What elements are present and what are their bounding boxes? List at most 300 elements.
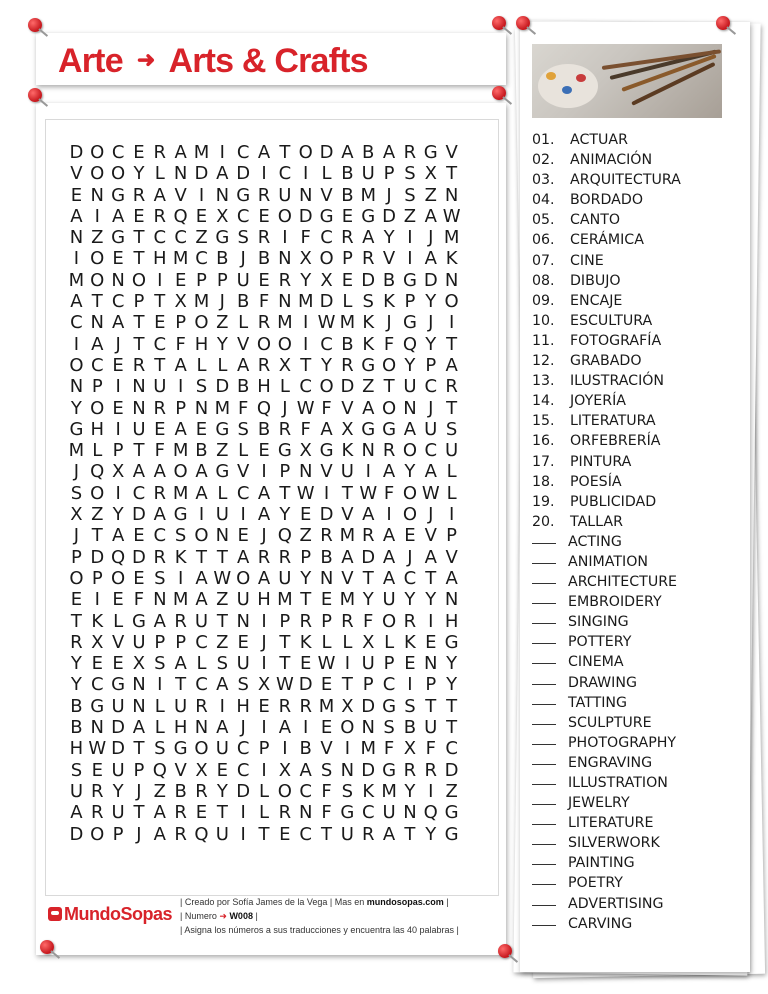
grid-letter[interactable]: A (362, 504, 375, 526)
grid-letter[interactable]: K (341, 440, 354, 462)
grid-letter[interactable]: A (153, 823, 166, 845)
grid-letter[interactable]: J (136, 823, 142, 845)
grid-letter[interactable]: N (298, 802, 313, 824)
answer-blank[interactable] (532, 874, 556, 885)
grid-letter[interactable]: R (153, 482, 167, 504)
grid-letter[interactable]: V (382, 248, 396, 270)
grid-letter[interactable]: E (112, 589, 124, 611)
grid-letter[interactable]: M (339, 589, 356, 611)
grid-letter[interactable]: R (153, 546, 167, 568)
grid-letter[interactable]: E (258, 205, 270, 227)
grid-letter[interactable]: Y (383, 227, 395, 249)
grid-letter[interactable]: H (236, 695, 250, 717)
grid-letter[interactable]: J (428, 397, 434, 419)
grid-letter[interactable]: L (342, 631, 353, 653)
grid-letter[interactable]: O (236, 567, 251, 589)
grid-letter[interactable]: N (111, 269, 125, 291)
grid-letter[interactable]: J (386, 184, 392, 206)
grid-letter[interactable]: K (362, 312, 375, 334)
grid-letter[interactable]: T (383, 376, 395, 398)
grid-letter[interactable]: X (320, 269, 333, 291)
grid-letter[interactable]: U (194, 610, 209, 632)
grid-letter[interactable]: G (215, 227, 230, 249)
grid-letter[interactable]: A (153, 184, 166, 206)
grid-letter[interactable]: H (153, 248, 167, 270)
grid-letter[interactable]: A (174, 354, 187, 376)
grid-letter[interactable]: E (154, 418, 166, 440)
grid-letter[interactable]: R (91, 802, 104, 824)
grid-letter[interactable]: E (91, 759, 103, 781)
grid-letter[interactable]: P (404, 291, 416, 313)
grid-letter[interactable]: O (69, 354, 84, 376)
answer-blank[interactable] (532, 734, 556, 745)
grid-letter[interactable]: O (319, 376, 334, 398)
grid-letter[interactable]: R (278, 695, 292, 717)
grid-letter[interactable]: J (73, 525, 80, 547)
grid-letter[interactable]: I (261, 717, 267, 739)
grid-letter[interactable]: A (362, 227, 375, 249)
grid-letter[interactable]: T (91, 525, 103, 547)
grid-letter[interactable]: R (341, 227, 354, 249)
grid-letter[interactable]: A (70, 802, 83, 824)
grid-letter[interactable]: K (404, 631, 416, 653)
grid-letter[interactable]: N (236, 610, 250, 632)
grid-letter[interactable]: E (91, 653, 103, 675)
grid-letter[interactable]: H (69, 738, 84, 760)
grid-letter[interactable]: C (424, 440, 438, 462)
answer-blank[interactable] (532, 834, 556, 845)
grid-letter[interactable]: E (133, 567, 145, 589)
grid-letter[interactable]: P (112, 440, 124, 462)
grid-letter[interactable]: L (384, 631, 395, 653)
grid-letter[interactable]: L (196, 653, 207, 675)
grid-letter[interactable]: R (257, 354, 271, 376)
letter-grid[interactable] (66, 142, 462, 845)
grid-letter[interactable]: O (111, 163, 126, 185)
grid-letter[interactable]: G (111, 227, 126, 249)
grid-letter[interactable]: P (258, 738, 270, 760)
grid-letter[interactable]: E (404, 525, 416, 547)
grid-letter[interactable]: U (382, 802, 396, 824)
grid-letter[interactable]: L (321, 163, 332, 185)
grid-letter[interactable]: T (362, 567, 374, 589)
grid-letter[interactable]: T (446, 163, 458, 185)
grid-letter[interactable]: R (153, 142, 167, 163)
grid-letter[interactable]: Y (404, 589, 416, 611)
grid-letter[interactable]: N (298, 184, 313, 206)
grid-letter[interactable]: S (237, 674, 249, 696)
grid-letter[interactable]: K (445, 248, 458, 270)
grid-letter[interactable]: W (317, 312, 336, 334)
grid-letter[interactable]: T (133, 227, 145, 249)
grid-letter[interactable]: G (382, 759, 397, 781)
grid-letter[interactable]: Q (423, 802, 438, 824)
grid-letter[interactable]: Y (300, 567, 312, 589)
grid-letter[interactable]: W (88, 738, 107, 760)
grid-letter[interactable]: U (215, 823, 229, 845)
grid-letter[interactable]: S (445, 418, 458, 440)
grid-letter[interactable]: Y (321, 354, 333, 376)
grid-letter[interactable]: P (133, 759, 145, 781)
grid-letter[interactable]: E (133, 525, 145, 547)
grid-letter[interactable]: B (257, 248, 271, 270)
grid-letter[interactable]: I (282, 738, 288, 760)
grid-letter[interactable]: Y (70, 653, 82, 675)
grid-letter[interactable]: G (173, 504, 188, 526)
grid-letter[interactable]: V (320, 184, 333, 206)
grid-letter[interactable]: D (111, 717, 126, 739)
grid-letter[interactable]: B (236, 376, 250, 398)
grid-letter[interactable]: T (446, 695, 458, 717)
grid-letter[interactable]: F (383, 482, 395, 504)
grid-letter[interactable]: R (361, 823, 375, 845)
grid-letter[interactable]: B (382, 269, 396, 291)
grid-letter[interactable]: R (257, 227, 271, 249)
grid-letter[interactable]: E (237, 631, 249, 653)
grid-letter[interactable]: R (174, 610, 187, 632)
grid-letter[interactable]: M (68, 440, 85, 462)
grid-letter[interactable]: I (407, 674, 413, 696)
grid-letter[interactable]: V (70, 163, 83, 185)
grid-letter[interactable]: Y (404, 354, 416, 376)
grid-letter[interactable]: B (341, 184, 354, 206)
grid-letter[interactable]: U (111, 802, 125, 824)
grid-letter[interactable]: F (321, 780, 332, 802)
grid-letter[interactable]: I (303, 717, 309, 739)
grid-letter[interactable]: N (319, 567, 334, 589)
grid-letter[interactable]: A (445, 567, 458, 589)
grid-letter[interactable]: D (215, 376, 230, 398)
grid-letter[interactable]: J (115, 333, 121, 355)
grid-letter[interactable]: L (154, 163, 165, 185)
grid-letter[interactable]: L (259, 802, 270, 824)
grid-letter[interactable]: U (382, 589, 396, 611)
grid-letter[interactable]: F (300, 418, 311, 440)
grid-letter[interactable]: C (195, 631, 208, 653)
grid-letter[interactable]: I (219, 695, 225, 717)
grid-letter[interactable]: M (339, 312, 356, 334)
grid-letter[interactable]: S (404, 163, 416, 185)
grid-letter[interactable]: M (193, 142, 210, 163)
grid-letter[interactable]: Z (424, 184, 437, 206)
grid-letter[interactable]: D (236, 780, 251, 802)
grid-letter[interactable]: A (362, 397, 375, 419)
grid-letter[interactable]: X (195, 759, 208, 781)
grid-letter[interactable]: A (195, 482, 208, 504)
grid-letter[interactable]: B (195, 440, 208, 462)
grid-letter[interactable]: V (237, 461, 250, 483)
grid-letter[interactable]: N (132, 695, 146, 717)
grid-letter[interactable]: T (258, 823, 270, 845)
grid-letter[interactable]: O (131, 269, 147, 291)
grid-letter[interactable]: J (261, 631, 267, 653)
grid-letter[interactable]: Z (216, 312, 229, 334)
grid-letter[interactable]: S (237, 418, 249, 440)
grid-letter[interactable]: X (299, 248, 312, 270)
grid-letter[interactable]: S (362, 291, 374, 313)
grid-letter[interactable]: P (383, 653, 395, 675)
grid-letter[interactable]: B (341, 163, 354, 185)
grid-letter[interactable]: T (133, 802, 145, 824)
grid-letter[interactable]: R (278, 546, 292, 568)
grid-letter[interactable]: C (361, 802, 375, 824)
grid-letter[interactable]: A (341, 546, 354, 568)
grid-letter[interactable]: U (111, 695, 125, 717)
answer-blank[interactable] (532, 714, 556, 725)
grid-letter[interactable]: U (236, 653, 250, 675)
grid-letter[interactable]: O (298, 142, 313, 163)
grid-letter[interactable]: C (445, 738, 458, 760)
grid-letter[interactable]: D (319, 142, 334, 163)
grid-letter[interactable]: T (216, 546, 228, 568)
grid-letter[interactable]: U (69, 780, 84, 802)
grid-letter[interactable]: T (446, 333, 458, 355)
grid-letter[interactable]: R (278, 269, 292, 291)
grid-letter[interactable]: R (341, 610, 354, 632)
grid-letter[interactable]: J (428, 504, 434, 526)
grid-letter[interactable]: W (359, 482, 378, 504)
grid-letter[interactable]: O (277, 205, 292, 227)
grid-letter[interactable]: F (425, 738, 436, 760)
grid-letter[interactable]: M (68, 269, 85, 291)
answer-blank[interactable] (532, 854, 556, 865)
grid-letter[interactable]: A (174, 418, 187, 440)
grid-letter[interactable]: E (112, 653, 124, 675)
grid-letter[interactable]: T (300, 589, 312, 611)
grid-letter[interactable]: I (365, 461, 371, 483)
grid-letter[interactable]: V (341, 567, 354, 589)
grid-letter[interactable]: R (91, 780, 104, 802)
grid-letter[interactable]: C (132, 482, 146, 504)
grid-letter[interactable]: N (444, 184, 459, 206)
grid-letter[interactable]: I (94, 205, 100, 227)
grid-letter[interactable]: A (216, 163, 229, 185)
grid-letter[interactable]: A (216, 674, 229, 696)
grid-letter[interactable]: I (303, 163, 309, 185)
grid-letter[interactable]: U (215, 738, 229, 760)
grid-letter[interactable]: E (341, 205, 354, 227)
grid-letter[interactable]: R (195, 780, 208, 802)
grid-letter[interactable]: I (282, 227, 288, 249)
grid-letter[interactable]: K (362, 333, 375, 355)
grid-letter[interactable]: T (133, 333, 145, 355)
grid-letter[interactable]: D (69, 823, 84, 845)
grid-letter[interactable]: D (111, 738, 126, 760)
grid-letter[interactable]: E (195, 205, 208, 227)
grid-letter[interactable]: E (112, 248, 124, 270)
grid-letter[interactable]: J (240, 717, 246, 739)
grid-letter[interactable]: P (383, 163, 395, 185)
answer-blank[interactable] (532, 895, 556, 906)
grid-letter[interactable]: M (172, 440, 189, 462)
grid-letter[interactable]: O (402, 440, 417, 462)
grid-letter[interactable]: N (278, 248, 292, 270)
grid-letter[interactable]: P (175, 312, 187, 334)
grid-letter[interactable]: E (300, 504, 312, 526)
grid-letter[interactable]: N (90, 184, 104, 206)
grid-letter[interactable]: I (261, 461, 267, 483)
grid-letter[interactable]: S (341, 780, 354, 802)
grid-letter[interactable]: O (340, 717, 355, 739)
grid-letter[interactable]: C (299, 376, 312, 398)
grid-letter[interactable]: R (361, 525, 375, 547)
answer-blank[interactable] (532, 794, 556, 805)
grid-letter[interactable]: E (154, 312, 166, 334)
grid-letter[interactable]: Z (195, 227, 208, 249)
grid-letter[interactable]: R (257, 312, 271, 334)
grid-letter[interactable]: F (321, 802, 332, 824)
grid-letter[interactable]: A (424, 546, 437, 568)
grid-letter[interactable]: A (299, 759, 312, 781)
grid-letter[interactable]: U (424, 717, 438, 739)
grid-letter[interactable]: Z (362, 376, 375, 398)
grid-letter[interactable]: N (132, 397, 146, 419)
grid-letter[interactable]: I (261, 163, 267, 185)
grid-letter[interactable]: S (237, 227, 249, 249)
grid-letter[interactable]: Y (70, 674, 82, 696)
grid-letter[interactable]: F (321, 397, 332, 419)
grid-letter[interactable]: A (382, 546, 396, 568)
grid-letter[interactable]: J (240, 248, 246, 270)
grid-letter[interactable]: L (238, 440, 249, 462)
grid-letter[interactable]: R (382, 440, 396, 462)
grid-letter[interactable]: D (423, 269, 438, 291)
grid-letter[interactable]: E (258, 269, 270, 291)
grid-letter[interactable]: X (132, 653, 146, 675)
grid-letter[interactable]: U (278, 184, 292, 206)
answer-blank[interactable] (532, 633, 556, 644)
grid-letter[interactable]: P (446, 525, 458, 547)
grid-letter[interactable]: R (403, 142, 417, 163)
grid-letter[interactable]: P (341, 248, 353, 270)
grid-letter[interactable]: P (175, 397, 187, 419)
grid-letter[interactable]: Q (277, 525, 292, 547)
grid-letter[interactable]: X (362, 631, 375, 653)
grid-letter[interactable]: C (153, 227, 167, 249)
grid-letter[interactable]: G (131, 610, 146, 632)
grid-letter[interactable]: U (340, 461, 354, 483)
grid-letter[interactable]: W (296, 397, 315, 419)
grid-letter[interactable]: P (279, 610, 291, 632)
grid-letter[interactable]: L (92, 440, 103, 462)
grid-letter[interactable]: L (113, 610, 124, 632)
grid-letter[interactable]: B (236, 291, 250, 313)
grid-letter[interactable]: N (444, 589, 459, 611)
grid-letter[interactable]: C (195, 248, 208, 270)
grid-letter[interactable]: P (216, 269, 228, 291)
grid-letter[interactable]: E (112, 397, 124, 419)
grid-letter[interactable]: L (196, 354, 207, 376)
grid-letter[interactable]: A (132, 717, 146, 739)
grid-letter[interactable]: A (257, 504, 271, 526)
grid-letter[interactable]: O (402, 504, 417, 526)
grid-letter[interactable]: A (174, 142, 187, 163)
grid-letter[interactable]: O (90, 482, 105, 504)
grid-letter[interactable]: S (70, 482, 83, 504)
grid-letter[interactable]: G (236, 184, 251, 206)
grid-letter[interactable]: P (362, 674, 374, 696)
grid-letter[interactable]: G (361, 418, 376, 440)
grid-letter[interactable]: E (133, 142, 145, 163)
grid-letter[interactable]: B (362, 142, 375, 163)
grid-letter[interactable]: M (277, 589, 293, 611)
grid-letter[interactable]: A (278, 717, 292, 739)
grid-letter[interactable]: T (154, 354, 166, 376)
grid-letter[interactable]: A (382, 525, 396, 547)
grid-letter[interactable]: N (361, 717, 375, 739)
answer-blank[interactable] (532, 613, 556, 624)
grid-letter[interactable]: F (133, 589, 145, 611)
grid-letter[interactable]: I (219, 142, 225, 163)
grid-letter[interactable]: P (425, 354, 437, 376)
grid-letter[interactable]: L (279, 376, 290, 398)
grid-letter[interactable]: X (341, 695, 354, 717)
grid-letter[interactable]: X (424, 163, 437, 185)
grid-letter[interactable]: A (257, 142, 271, 163)
grid-letter[interactable]: M (214, 397, 231, 419)
grid-letter[interactable]: C (236, 142, 250, 163)
grid-letter[interactable]: L (342, 291, 353, 313)
grid-letter[interactable]: R (153, 205, 167, 227)
grid-letter[interactable]: B (320, 546, 333, 568)
grid-letter[interactable]: G (361, 354, 376, 376)
grid-letter[interactable]: I (177, 567, 184, 589)
grid-letter[interactable]: A (237, 546, 250, 568)
grid-letter[interactable]: I (323, 482, 330, 504)
grid-letter[interactable]: F (237, 397, 249, 419)
grid-letter[interactable]: I (448, 504, 455, 526)
grid-letter[interactable]: G (215, 461, 230, 483)
answer-blank[interactable] (532, 674, 556, 685)
grid-letter[interactable]: J (428, 312, 434, 334)
grid-letter[interactable]: N (340, 759, 355, 781)
grid-letter[interactable]: A (382, 567, 396, 589)
grid-letter[interactable]: Y (425, 589, 437, 611)
grid-letter[interactable]: D (132, 546, 146, 568)
grid-letter[interactable]: I (261, 610, 267, 632)
grid-letter[interactable]: A (341, 142, 354, 163)
grid-letter[interactable]: N (173, 163, 188, 185)
grid-letter[interactable]: A (132, 461, 146, 483)
grid-letter[interactable]: A (153, 504, 166, 526)
grid-letter[interactable]: H (173, 717, 188, 739)
grid-letter[interactable]: V (424, 525, 437, 547)
grid-letter[interactable]: S (404, 695, 416, 717)
grid-letter[interactable]: M (381, 780, 397, 802)
grid-letter[interactable]: E (174, 269, 187, 291)
grid-letter[interactable]: O (90, 248, 105, 270)
grid-letter[interactable]: N (69, 227, 84, 249)
grid-letter[interactable]: I (428, 780, 434, 802)
grid-letter[interactable]: D (298, 674, 313, 696)
grid-letter[interactable]: R (424, 759, 438, 781)
grid-letter[interactable]: O (111, 567, 126, 589)
grid-letter[interactable]: N (403, 802, 417, 824)
grid-letter[interactable]: I (240, 802, 246, 824)
grid-letter[interactable]: T (279, 631, 291, 653)
grid-letter[interactable]: F (154, 440, 165, 462)
grid-letter[interactable]: L (217, 354, 228, 376)
grid-letter[interactable]: G (319, 440, 334, 462)
grid-letter[interactable]: X (341, 418, 354, 440)
grid-letter[interactable]: C (111, 142, 125, 163)
grid-letter[interactable]: N (361, 440, 375, 462)
grid-letter[interactable]: H (444, 610, 459, 632)
grid-letter[interactable]: U (278, 567, 292, 589)
grid-letter[interactable]: C (90, 674, 104, 696)
grid-letter[interactable]: R (70, 631, 83, 653)
grid-letter[interactable]: C (320, 333, 333, 355)
